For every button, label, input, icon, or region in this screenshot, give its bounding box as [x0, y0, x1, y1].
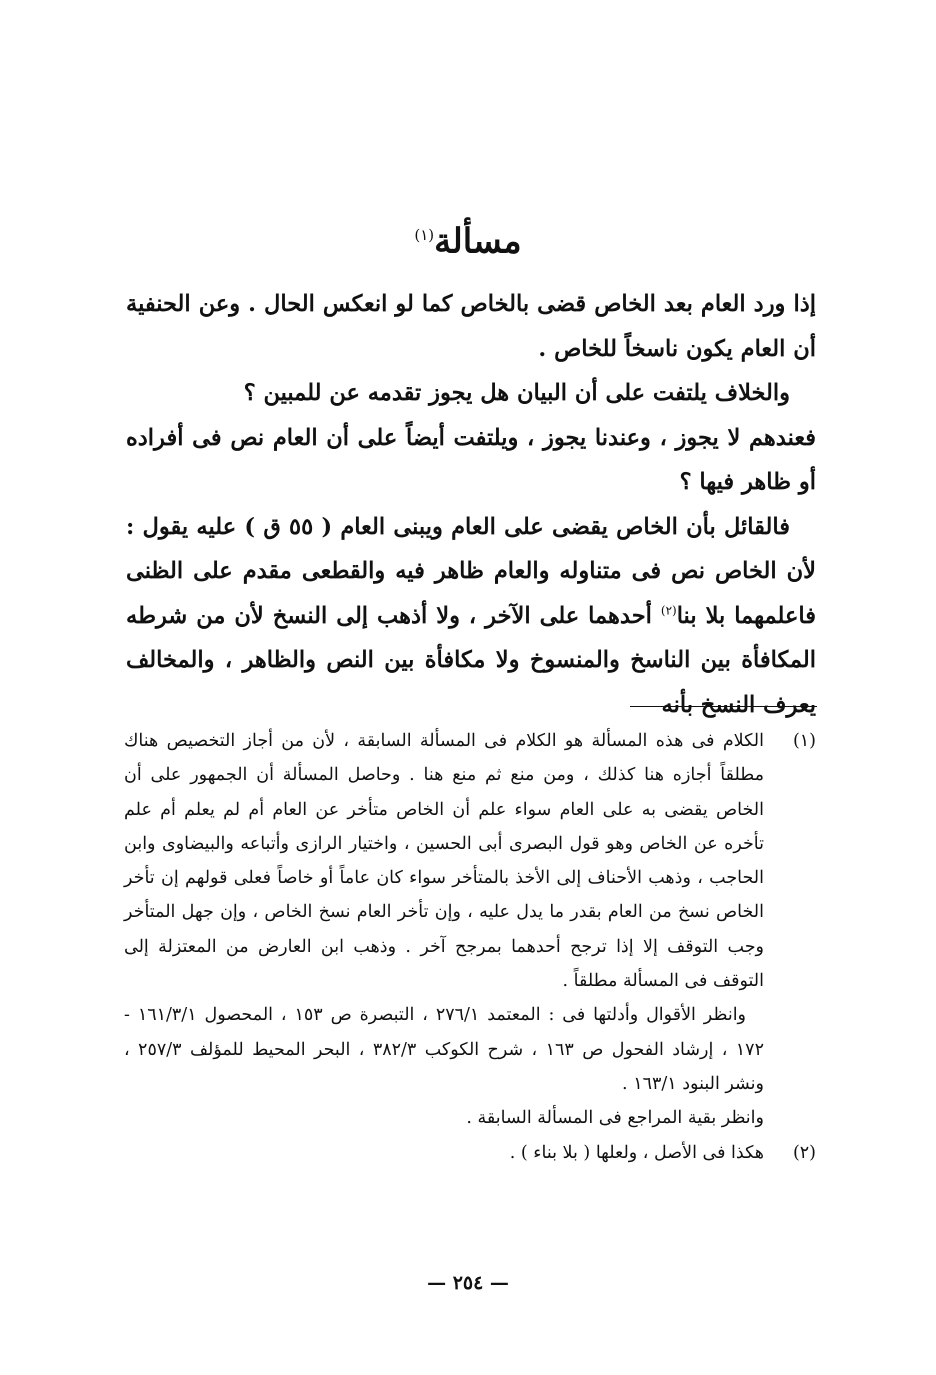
page-number: — ٢٥٤ — [427, 1272, 509, 1294]
footnote-2 [124, 1136, 816, 1170]
title-footnote-ref: (١) [414, 225, 435, 244]
section-title [0, 211, 936, 265]
footnote-2-number: (٢) [792, 1142, 816, 1163]
body-paragraph-4 [126, 505, 816, 728]
footnote-1-paragraph-2: وانظر الأقوال وأدلتها فى : المعتمد ٢٧٦/١ ، التبصرة ص ١٥٣ ، المحصول ١٦١/٣/١ - ١٧٢ ، إرشاد الفحول ص ١٦٣ ، شرح الكوكب ٣٨٢/٣ ، البحر المحيط للمؤلف ٢٥٧/٣ ، ونشر البنود ١٦٣/١ . [124, 1005, 764, 1094]
footnotes [124, 724, 816, 1170]
body-paragraph-2: والخلاف يلتفت على أن البيان هل يجوز تقدمه عن للمبين ؟ [243, 380, 790, 406]
body-paragraph-4-part-2: أحدهما على الآخر ، ولا أذهب إلى النسخ لأن من شرطه المكافأة بين الناسخ والمنسوخ ولا مكافأة بين النص والظاهر ، والمخالف يعرف النسخ بأنه [126, 602, 816, 718]
body-paragraph-3: فعندهم لا يجوز ، وعندنا يجوز ، ويلتفت أيضاً على أن العام نص فى أفراده أو ظاهر فيها ؟ [126, 424, 816, 495]
body-paragraph-4-part-1: فالقائل بأن الخاص يقضى على العام ويبنى العام ( ٥٥ ق ) عليه يقول : لأن الخاص نص فى متناوله والعام ظاهر فيه والقطعى مقدم على الظنى فاعلمهما بلا بنا [126, 513, 816, 629]
footnote-1-paragraph-3: وانظر بقية المراجع فى المسألة السابقة . [466, 1108, 764, 1129]
footnote-1-body [124, 724, 764, 1136]
footnote-1-number: (١) [792, 731, 816, 751]
footnote-2-text: هكذا فى الأصل ، ولعلها ( بلا بناء ) . [509, 1142, 764, 1163]
body-footnote-ref-2: (٢) [660, 603, 677, 617]
footnote-separator [630, 706, 817, 707]
section-title-text: مسألة [434, 221, 522, 262]
footnote-2-body [124, 1136, 764, 1170]
body-paragraph-1: إذا ورد العام بعد الخاص قضى بالخاص كما لو انعكس الحال . وعن الحنفية أن العام يكون ناسخاً للخاص . [126, 291, 816, 362]
footnote-1-paragraph-1: الكلام فى هذه المسألة هو الكلام فى المسألة السابقة ، لأن من أجاز التخصيص هناك مطلقاً أجازه هنا كذلك ، ومن منع ثم منع هنا . وحاصل المسألة أن الجمهور على أن الخاص يقضى به على العام سواء علم أن الخاص متأخر عن العام أم لم يعلم أم علم تأخره عن الخاص وهو قول البصرى أبى الحسين ، واختيار الرازى وأتباعه والبيضاوى وابن الحاجب ، وذهب الأحناف إلى الأخذ بالمتأخر سواء كان عاماً أو خاصاً فعلى قولهم إن تأخر الخاص نسخ من العام بقدر ما يدل عليه ، وإن تأخر العام نسخ الخاص ، وإن جهل المتأخر وجب التوقف إلا إذا ترجح أحدهما بمرجح آخر . وذهب ابن العارض من المعتزلة إلى التوقف فى المسألة مطلقاً . [124, 731, 764, 992]
footnote-1 [124, 724, 816, 1136]
main-text [126, 282, 816, 727]
